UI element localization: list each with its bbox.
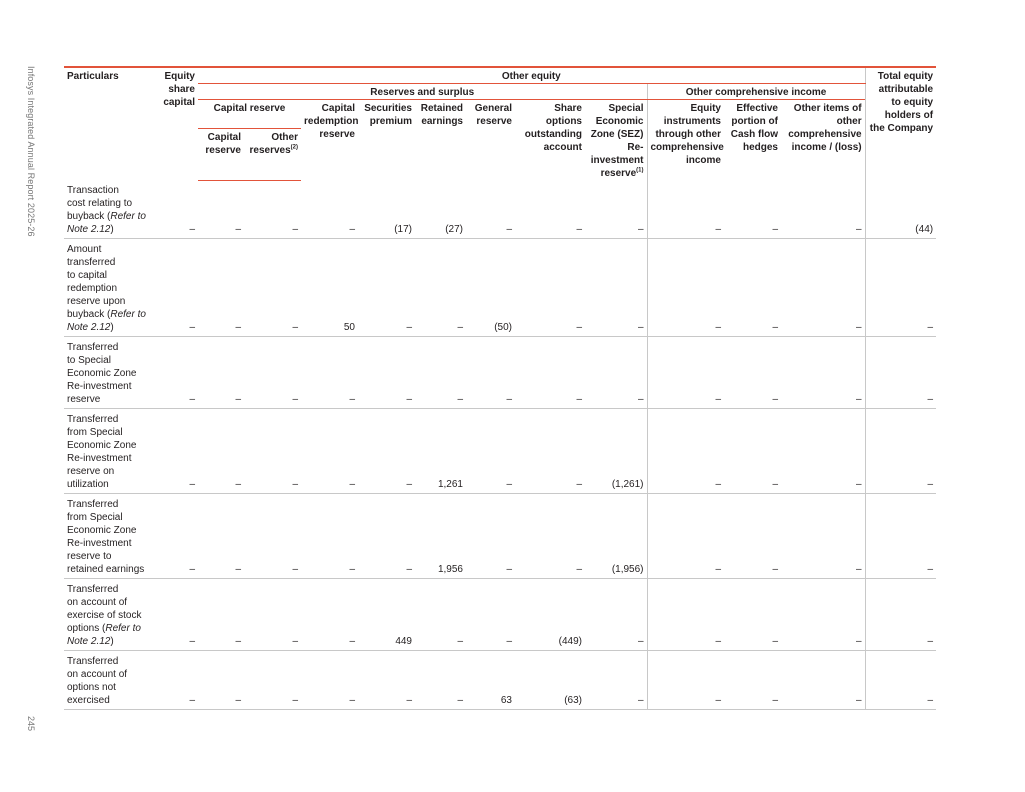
row-value: – (415, 579, 466, 651)
row-value: – (781, 494, 865, 579)
row-value: – (515, 180, 585, 239)
row-value: – (585, 651, 647, 710)
row-value: – (198, 579, 244, 651)
row-value: – (244, 337, 301, 409)
row-value: – (865, 494, 936, 579)
header-securities-premium: Securities premium (364, 103, 412, 127)
row-value: – (198, 239, 244, 337)
row-value: – (198, 337, 244, 409)
row-value: – (647, 337, 724, 409)
note-reference: Refer to (105, 623, 141, 634)
row-value: – (244, 180, 301, 239)
table-row (64, 409, 936, 494)
row-value: (17) (358, 180, 415, 239)
particulars-line: on account of (67, 597, 128, 608)
particulars-line: options ( (67, 623, 106, 634)
row-value: – (301, 494, 358, 579)
row-value: – (198, 651, 244, 710)
row-value: (44) (865, 180, 936, 239)
table-row (64, 239, 936, 337)
row-value: – (301, 651, 358, 710)
particulars-line: Transferred (67, 414, 119, 425)
row-value: – (466, 579, 515, 651)
row-value: – (724, 337, 781, 409)
particulars-line: retained earnings (67, 564, 145, 575)
other-reserves-footnote-marker: (2) (290, 144, 298, 151)
table-row (64, 651, 936, 710)
row-value: – (158, 494, 198, 579)
particulars-line: Transferred (67, 499, 119, 510)
header-total-equity: Total equity attributable to equity holders of the Company (865, 67, 936, 180)
sez-label: Special Economic Zone (SEZ) Re-investment reserve (590, 103, 644, 179)
note-reference: Refer to (110, 211, 146, 222)
row-value: 50 (301, 239, 358, 337)
row-value: – (515, 239, 585, 337)
row-value: – (158, 180, 198, 239)
row-value: – (865, 337, 936, 409)
row-value: – (158, 409, 198, 494)
row-value: – (358, 337, 415, 409)
header-share-options: Share options outstanding account (524, 103, 582, 153)
page-number: 245 (26, 716, 36, 732)
row-value: – (301, 579, 358, 651)
row-particulars (64, 494, 158, 579)
note-reference-number: Note 2.12 (67, 224, 111, 235)
row-value: – (724, 651, 781, 710)
particulars-line: exercise of stock (67, 610, 142, 621)
row-value: – (724, 180, 781, 239)
row-value: – (781, 579, 865, 651)
particulars-line: buyback ( (67, 211, 111, 222)
row-value: – (781, 651, 865, 710)
row-value: – (415, 651, 466, 710)
row-particulars (64, 409, 158, 494)
row-value: – (585, 579, 647, 651)
header-sez-reserve (585, 100, 647, 181)
particulars-line: Economic Zone (67, 368, 137, 379)
row-value: – (244, 494, 301, 579)
row-value: 63 (466, 651, 515, 710)
row-value: (1,261) (585, 409, 647, 494)
row-value: (27) (415, 180, 466, 239)
row-value: – (358, 494, 415, 579)
row-value: – (198, 494, 244, 579)
row-value: – (865, 579, 936, 651)
row-value: 449 (358, 579, 415, 651)
row-value: – (515, 337, 585, 409)
row-value: (63) (515, 651, 585, 710)
row-value: – (585, 180, 647, 239)
particulars-line: Re-investment (67, 381, 132, 392)
row-value: 1,261 (415, 409, 466, 494)
particulars-line: Economic Zone (67, 525, 137, 536)
note-reference-close: ) (110, 636, 114, 647)
particulars-line: buyback ( (67, 309, 111, 320)
header-other-comprehensive-income: Other comprehensive income (647, 84, 865, 100)
table-row (64, 494, 936, 579)
row-value: – (244, 239, 301, 337)
particulars-line: on account of (67, 669, 128, 680)
row-value: – (647, 579, 724, 651)
header-equity-instruments: Equity instruments through other comprehensive income (647, 100, 724, 181)
header-other-reserves (244, 128, 301, 180)
row-value: – (865, 239, 936, 337)
row-value: – (301, 337, 358, 409)
particulars-line: Transferred (67, 656, 119, 667)
row-value: – (724, 239, 781, 337)
row-value: – (865, 651, 936, 710)
particulars-line: Economic Zone (67, 440, 137, 451)
header-reserves-and-surplus: Reserves and surplus (198, 84, 647, 100)
table-row (64, 579, 936, 651)
header-other-items-oci: Other items of other comprehensive income / (loss) (788, 103, 862, 153)
header-capital-reserve: Capital reserve (198, 128, 244, 180)
particulars-line: exercised (67, 695, 110, 706)
row-value: – (198, 180, 244, 239)
header-retained-earnings: Retained earnings (420, 103, 463, 127)
row-value: – (781, 337, 865, 409)
particulars-line: to Special (67, 355, 111, 366)
row-value: (1,956) (585, 494, 647, 579)
particulars-line: redemption (67, 283, 118, 294)
row-value: – (358, 651, 415, 710)
row-value: – (781, 180, 865, 239)
row-value: – (781, 239, 865, 337)
particulars-line: Re-investment (67, 538, 132, 549)
row-value: – (244, 651, 301, 710)
row-particulars (64, 337, 158, 409)
row-value: – (158, 651, 198, 710)
row-value: – (358, 409, 415, 494)
particulars-line: to capital (67, 270, 108, 281)
header-other-equity: Other equity (198, 67, 865, 84)
particulars-line: Transferred (67, 584, 119, 595)
row-value: – (158, 239, 198, 337)
particulars-line: reserve upon (67, 296, 126, 307)
header-particulars: Particulars (64, 67, 158, 180)
row-value: – (466, 180, 515, 239)
row-value: – (158, 337, 198, 409)
row-value: – (244, 409, 301, 494)
row-value: – (724, 579, 781, 651)
header-capital-reserve-group: Capital reserve (198, 100, 301, 129)
statement-of-changes-in-equity-table (64, 66, 936, 710)
row-value: – (466, 494, 515, 579)
particulars-line: Transferred (67, 342, 119, 353)
note-reference-number: Note 2.12 (67, 636, 111, 647)
particulars-line: utilization (67, 479, 109, 490)
row-value: – (466, 337, 515, 409)
row-value: – (466, 409, 515, 494)
row-particulars (64, 180, 158, 239)
particulars-line: Re-investment (67, 453, 132, 464)
row-value: – (647, 494, 724, 579)
row-value: – (647, 180, 724, 239)
header-cash-flow-hedges: Effective portion of Cash flow hedges (730, 103, 778, 153)
note-reference-number: Note 2.12 (67, 322, 111, 333)
row-value: – (244, 579, 301, 651)
row-value: – (865, 409, 936, 494)
particulars-line: reserve to (67, 551, 112, 562)
row-particulars (64, 651, 158, 710)
row-value: – (647, 651, 724, 710)
row-value: – (198, 409, 244, 494)
row-value: – (781, 409, 865, 494)
particulars-line: cost relating to (67, 198, 133, 209)
row-particulars (64, 239, 158, 337)
row-value: – (358, 239, 415, 337)
particulars-line: options not (67, 682, 116, 693)
report-title: Infosys Integrated Annual Report 2025-26 (26, 66, 36, 237)
note-reference: Refer to (110, 309, 146, 320)
particulars-line: Transaction (67, 185, 119, 196)
note-reference-close: ) (110, 322, 114, 333)
row-value: 1,956 (415, 494, 466, 579)
row-value: – (515, 409, 585, 494)
other-reserves-label: Other reserves (249, 131, 298, 156)
particulars-line: reserve (67, 394, 101, 405)
row-value: – (647, 239, 724, 337)
row-value: (449) (515, 579, 585, 651)
row-value: (50) (466, 239, 515, 337)
row-value: – (515, 494, 585, 579)
row-value: – (647, 409, 724, 494)
sez-footnote-marker: (1) (636, 167, 644, 174)
row-value: – (158, 579, 198, 651)
note-reference-close: ) (110, 224, 114, 235)
particulars-line: from Special (67, 512, 123, 523)
row-value: – (585, 239, 647, 337)
row-value: – (301, 180, 358, 239)
row-value: – (415, 337, 466, 409)
row-value: – (415, 239, 466, 337)
row-value: – (724, 409, 781, 494)
header-general-reserve: General reserve (474, 103, 512, 127)
table-row (64, 337, 936, 409)
particulars-line: Amount (67, 244, 102, 255)
header-capital-redemption-reserve: Capital redemption reserve (304, 103, 359, 140)
row-value: – (724, 494, 781, 579)
table-row (64, 180, 936, 239)
table-body (64, 180, 936, 710)
particulars-line: reserve on (67, 466, 115, 477)
header-equity-share-capital: Equity share capital (158, 67, 198, 180)
particulars-line: transferred (67, 257, 116, 268)
row-value: – (301, 409, 358, 494)
particulars-line: from Special (67, 427, 123, 438)
row-value: – (585, 337, 647, 409)
row-particulars (64, 579, 158, 651)
